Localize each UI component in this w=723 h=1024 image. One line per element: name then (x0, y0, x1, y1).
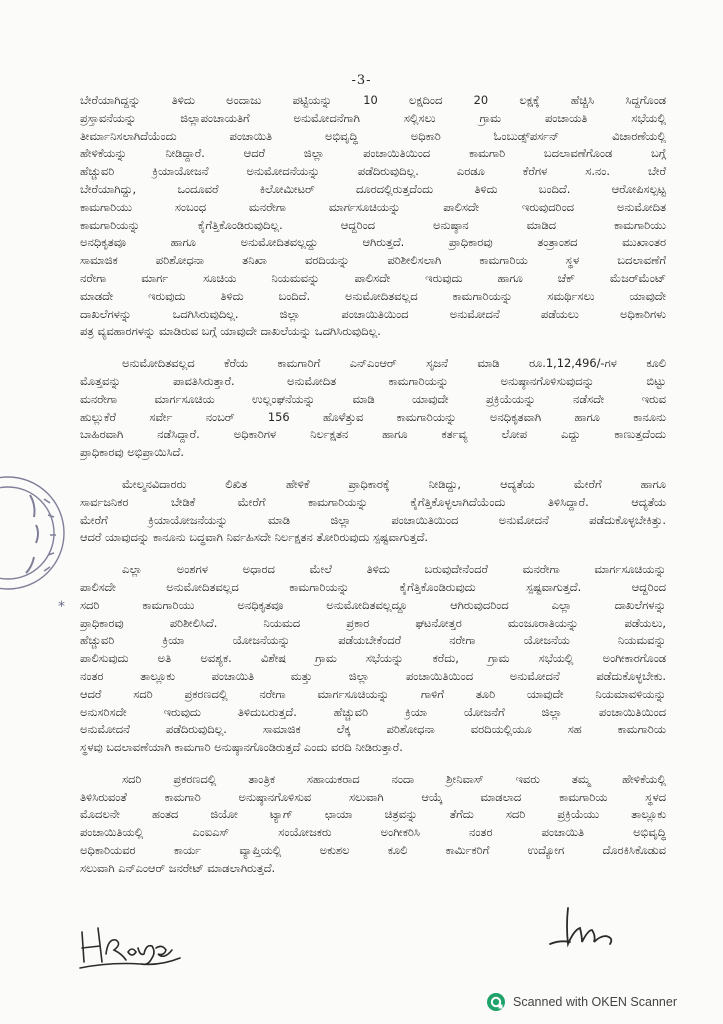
signature-right (546, 900, 626, 955)
watermark-text: Scanned with OKEN Scanner (513, 995, 677, 1009)
text-line: ಸಲುವಾಗಿ ಎನ್‌ಎಂಆರ್ ಜನರೇಟ್ ಮಾಡಲಾಗಿರುತ್ತದೆ. (80, 860, 276, 875)
text-line: ಬೇರೆಯಾಗಿದ್ದನ್ನು ತಿಳಿದು ಅಂದಾಜು ಪಟ್ಟಿಯನ್ನು 10 ಲಕ್ಷದಿಂದ 20 ಲಕ್ಷಕ್ಕೆ ಹೆಚ್ಚಿಸಿ ಸಿದ್ದಗೊಂಡ (80, 93, 666, 107)
scanner-watermark (486, 992, 677, 1012)
text-line: ಅಧಿಕಾರಿಯವರ ಕಾರ್ಯ ವ್ಯಾಪ್ತಿಯಲ್ಲಿ ಅಕುಶಲ ಕೂಲಿ ಕಾರ್ಮಿಕರಿಗೆ ಉದ್ಯೋಗ ದೊರಕಿಸಿಕೊಡುವ (80, 843, 666, 858)
text-line: ಅನುಮೋದನೆ ಪಡೆದಿರುವುದಿಲ್ಲ. ಸಾಮಾಜಿಕ ಲೆಕ್ಕ ಪರಿಶೋಧನಾ ವರದಿಯಲ್ಲಿಯೂ ಸಹ ಕಾಮಗಾರಿಯ (80, 722, 666, 737)
round-seal-stamp (0, 465, 74, 615)
text-line: ಮೊದಲನೇ ಹಂತದ ಜಿಯೋ ಟ್ಯಾಗ್ ಛಾಯಾ ಚಿತ್ರವನ್ನು ತೆಗೆದು ಸದರಿ ಪ್ರಕ್ರಿಯೆಯು ತಾಲ್ಲೂಕು (80, 807, 666, 822)
text-line: ಹೇಳಿಕೆಯನ್ನು ನೀಡಿದ್ದಾರೆ. ಆದರೆ ಜಿಲ್ಲಾ ಪಂಚಾಯಿತಿಯಿಂದ ಕಾಮಗಾರಿ ಬದಲಾವಣೆಗೊಂಡ ಬಗ್ಗೆ (80, 146, 666, 161)
text-line: ಮಾಡದೇ ಇರುವುದು ತಿಳಿದು ಬಂದಿದೆ. ಅನುಮೋದಿತವಲ್ಲದ ಕಾಮಗಾರಿಯನ್ನು ಸಮರ್ಥಿಸಲು ಯಾವುದೇ (80, 288, 666, 303)
text-line: ಪಾಲಿಸದೇ ಅನುಮೋದಿತವಲ್ಲದ ಕಾಮಗಾರಿಯನ್ನು ಕೈಗೆತ್ತಿಕೊಂಡಿರುವುದು ಸ್ಪಷ್ಟವಾಗುತ್ತದೆ. ಆದ್ದರಿಂದ (80, 579, 666, 594)
text-line: ಮನರೇಗಾ ಮಾರ್ಗಸೂಚಿಯ ಉಲ್ಲಂಘನೆಯನ್ನು ಮಾಡಿ ಯಾವುದೇ ಪ್ರಕ್ರಿಯೆಯನ್ನು ನಡೆಸದೇ ಇರುವ (80, 391, 666, 406)
text-line: ನರೇಗಾ ಮಾರ್ಗ ಸೂಚಿಯ ನಿಯಮವನ್ನು ಪಾಲಿಸದೇ ಇರುವುದು ಹಾಗೂ ಚೆಕ್ ಮೆಜರ್‌ಮೆಂಟ್ (80, 270, 666, 285)
text-line: ಆದರೆ ಯಾವುದನ್ನು ಕಾನೂನು ಬದ್ಧವಾಗಿ ನಿರ್ವಹಿಸದೇ ನಿರ್ಲಕ್ಷತನ ತೋರಿರುವುದು ಸ್ಪಷ್ಟವಾಗುತ್ತದೆ. (80, 530, 429, 545)
text-line: ಮೇರೆಗೆ ಕ್ರಿಯಾಯೋಜನೆಯನ್ನು ಮಾಡಿ ಜಿಲ್ಲಾ ಪಂಚಾಯಿತಿಯಿಂದ ಅನುಮೋದನೆ ಪಡೆದುಕೊಳ್ಳಬೇಕಿತ್ತು. (80, 512, 666, 527)
text-line: ಹೆಚ್ಚುವರಿ ಕ್ರಿಯಾಯೋಜನೆ ಅನುಮೋದನೆಯನ್ನು ಪಡೆದಿರುವುದಿಲ್ಲ. ಎರಡೂ ಕೆರೆಗಳ ಸ.ನಂ. ಬೇರೆ (80, 164, 666, 179)
text-line: ಸದರಿ ಪ್ರಕರಣದಲ್ಲಿ ತಾಂತ್ರಿಕ ಸಹಾಯಕರಾದ ನಂದಾ ಶ್ರೀನಿವಾಸ್ ಇವರು ತಮ್ಮ ಹೇಳಿಕೆಯಲ್ಲಿ (122, 771, 666, 786)
text-line: ಅನುಸರಿಸದೇ ಇರುವುದು ತಿಳಿದುಬರುತ್ತದೆ. ಹೆಚ್ಚುವರಿ ಕ್ರಿಯಾ ಯೋಜನೆಗೆ ಜಿಲ್ಲಾ ಪಂಚಾಯಿತಿಯಿಂದ (80, 704, 666, 719)
paragraph (80, 561, 666, 757)
text-line: ತೀರ್ಮಾನಿಸಲಾಗಿದೆಯೆಂದು ಪಂಚಾಯಿತಿ ಅಭಿವೃದ್ಧಿ ಅಧಿಕಾರಿ ಓಂಬುಡ್ಸ್‌ಪರ್ಸನ್ ವಿಚಾರಣೆಯಲ್ಲಿ (80, 128, 666, 143)
text-line: ಪತ್ರ ವ್ಯವಹಾರಗಳನ್ನು ಮಾಡಿರುವ ಬಗ್ಗೆ ಯಾವುದೇ ದಾಖಲೆಯನ್ನು ಒದಗಿಸಿರುವುದಿಲ್ಲ. (80, 324, 381, 339)
text-line: ಅನುಮೋದಿತವಲ್ಲದ ಕೆರೆಯ ಕಾಮಗಾರಿಗೆ ಎನ್‌ಎಂಆರ್ ಸೃಜನೆ ಮಾಡಿ ರೂ.1,12,496/-ಗಳ ಕೂಲಿ (122, 356, 666, 371)
text-line: ಅನಧಿಕೃತವೂ ಹಾಗೂ ಅನುಮೋದಿತವಲ್ಲದ್ದು ಆಗಿರುತ್ತದೆ. ಪ್ರಾಧಿಕಾರವು ತಂತ್ರಾಂಶದ ಮುಖಾಂತರ (80, 235, 666, 250)
text-line: ಪ್ರಾಧಿಕಾರವು ಪರಿಶೀಲಿಸಿದೆ. ನಿಯಮದ ಪ್ರಕಾರ ಘಟನೋತ್ತರ ಮಂಜೂರಾತಿಯನ್ನು ಪಡೆಯಲು, (80, 615, 666, 630)
text-line: ಬೇರೆಯಾಗಿದ್ದು, ಒಂದೂವರೆ ಕಿಲೋಮೀಟರ್ ದೂರದಲ್ಲಿರುತ್ತದೆಂದು ತಿಳಿದು ಬಂದಿದೆ. ಆರೋಪಿಸಲ್ಪಟ್ಟ (80, 181, 666, 196)
text-line: ನಂತರ ತಾಲ್ಲೂಕು ಪಂಚಾಯಿತಿ ಮತ್ತು ಜಿಲ್ಲಾ ಪಂಚಾಯಿತಿಯಿಂದ ಅನುಮೋದನೆ ಪಡೆದುಕೊಳ್ಳಬೇಕು. (80, 668, 666, 683)
paragraph (80, 355, 666, 462)
document-body (80, 92, 666, 892)
text-line: ಹೆಚ್ಚುವರಿ ಕ್ರಿಯಾ ಯೋಜನೆಯನ್ನು ಪಡೆಯಬೇಕೆಂದರೆ ನರೇಗಾ ಯೋಜನೆಯ ನಿಯಮವನ್ನು (80, 633, 666, 648)
text-line: ಆದರೆ ಸದರಿ ಪ್ರಕರಣದಲ್ಲಿ ನರೇಗಾ ಮಾರ್ಗಸೂಚಿಯನ್ನು ಗಾಳಿಗೆ ತೂರಿ ಯಾವುದೇ ನಿಯಮಾವಳಿಯನ್ನು (80, 686, 666, 701)
text-line: ಪ್ರಾಧಿಕಾರವು ಅಭಿಪ್ರಾಯಿಸಿದೆ. (80, 445, 184, 460)
text-line: ಕಾಮಗಾರಿಯನ್ನು ಕೈಗೆತ್ತಿಕೊಂಡಿರುವುದಿಲ್ಲ. ಆದ್ದರಿಂದ ಅನುಷ್ಠಾನ ಮಾಡಿದ ಕಾಮಗಾರಿಯು (80, 217, 666, 232)
paragraph (80, 771, 666, 878)
text-line: ಸಾರ್ವಜನಿಕರ ಬೇಡಿಕೆ ಮೇರೆಗೆ ಕಾಮಗಾರಿಯನ್ನು ಕೈಗೆತ್ತಿಕೊಳ್ಳಲಾಗಿದೆಯೆಂದು ತಿಳಿಸಿದ್ದಾರೆ. ಆದ್ಯತೆಯ (80, 494, 666, 509)
text-line: ಸದರಿ ಕಾಮಗಾರಿಯು ಅನಧಿಕೃತವೂ ಅನುಮೋದಿತವಲ್ಲದ್ದೂ ಆಗಿರುವುದರಿಂದ ಎಲ್ಲಾ ದಾಖಲೆಗಳನ್ನು (80, 597, 666, 612)
text-line: ಸ್ಥಳವು ಬದಲಾವಣೆಯಾಗಿ ಕಾಮಗಾರಿ ಅನುಷ್ಠಾನಗೊಂಡಿರುತ್ತದೆ ಎಂದು ವರದಿ ನೀಡಿರುತ್ತಾರೆ. (80, 740, 403, 755)
text-line: ಸಾಮಾಜಿಕ ಪರಿಶೋಧನಾ ತನಿಖಾ ವರದಿಯನ್ನು ಪರಿಶೀಲಿಸಲಾಗಿ ಕಾಮಗಾರಿಯ ಸ್ಥಳ ಬದಲಾವಣೆಗೆ (80, 253, 666, 268)
text-line: ಕಾಮಗಾರಿಯು ಸಂಬಂಧ ಮನರೇಗಾ ಮಾರ್ಗಸೂಚಿಯನ್ನು ಪಾಲಿಸದೇ ಇರುವುದರಿಂದ ಅನುಮೋದಿತ (80, 199, 666, 214)
paragraph (80, 92, 666, 341)
text-line: ಪಂಚಾಯಿತಿಯಲ್ಲಿ ಎಂಐಎಸ್ ಸಂಯೋಜಕರು ಅಂಗೀಕರಿಸಿ ನಂತರ ಪಂಚಾಯಿತಿ ಅಭಿವೃದ್ಧಿ (80, 825, 666, 840)
text-line: ಪ್ರಸ್ತಾವನೆಯನ್ನು ಜಿಲ್ಲಾಪಂಚಾಯತಿಗೆ ಅನುಮೋದನೆಗಾಗಿ ಸಲ್ಲಿಸಲು ಗ್ರಾಮ ಪಂಚಾಯತಿ ಸಭೆಯಲ್ಲಿ (80, 110, 666, 125)
signature-left (76, 918, 186, 978)
text-line: ಹುಲ್ಲುಕೆರೆ ಸರ್ವೇ ನಂಬರ್ 156 ಹೊಳೆತ್ತುವ ಕಾಮಗಾರಿಯನ್ನು ಅನಧಿಕೃತವಾಗಿ ಹಾಗೂ ಕಾನೂನು (80, 409, 666, 424)
svg-text:*: * (58, 599, 65, 615)
oken-scanner-logo-icon (486, 992, 506, 1012)
text-line: ಬಾಹಿರವಾಗಿ ನಡೆಸಿದ್ದಾರೆ. ಅಧಿಕಾರಿಗಳ ನಿರ್ಲಕ್ಷತನ ಹಾಗೂ ಕರ್ತವ್ಯ ಲೋಪ ಎದ್ದು ಕಾಣುತ್ತದೆಂದು (80, 427, 666, 442)
paragraph (80, 476, 666, 547)
text-line: ದಾಖಲೆಗಳನ್ನು ಒದಗಿಸಿರುವುದಿಲ್ಲ. ಜಿಲ್ಲಾ ಪಂಚಾಯಿತಿಯಿಂದ ಅನುಮೋದನೆ ಪಡೆಯಲು ಅಧಿಕಾರಿಗಳು (80, 306, 666, 321)
text-line: ಮೊತ್ತವನ್ನು ಪಾವತಿಸಿರುತ್ತಾರೆ. ಅನುಮೋದಿತ ಕಾಮಗಾರಿಯನ್ನು ಅನುಷ್ಠಾನಗೊಳಿಸುವುದನ್ನು ಬಿಟ್ಟು (80, 373, 666, 388)
text-line: ಪಾಲಿಸುವುದು ಅತಿ ಅವಶ್ಯಕ. ವಿಶೇಷ ಗ್ರಾಮ ಸಭೆಯನ್ನು ಕರೆದು, ಗ್ರಾಮ ಸಭೆಯಲ್ಲಿ ಅಂಗೀಕಾರಗೊಂಡ (80, 651, 666, 666)
text-line: ಎಲ್ಲಾ ಅಂಶಗಳ ಅಧಾರದ ಮೇಲೆ ತಿಳಿದು ಬರುವುದೇನೆಂದರೆ ಮನರೇಗಾ ಮಾರ್ಗಸೂಚಿಯನ್ನು (122, 562, 666, 577)
page-number: -3- (351, 73, 372, 88)
text-line: ತಿಳಿಸಿರುವಂತೆ ಕಾಮಗಾರಿ ಅನುಷ್ಠಾನಗೊಳಿಸುವ ಸಲುವಾಗಿ ಆಯ್ಕೆ ಮಾಡಲಾದ ಕಾಮಗಾರಿಯ ಸ್ಥಳದ (80, 789, 666, 804)
text-line: ಮೇಲ್ಮನವಿದಾರರು ಲಿಖಿತ ಹೇಳಿಕೆ ಪ್ರಾಧಿಕಾರಕ್ಕೆ ನೀಡಿದ್ದು, ಆದ್ಯತೆಯ ಮೇರೆಗೆ ಹಾಗೂ (122, 476, 666, 491)
